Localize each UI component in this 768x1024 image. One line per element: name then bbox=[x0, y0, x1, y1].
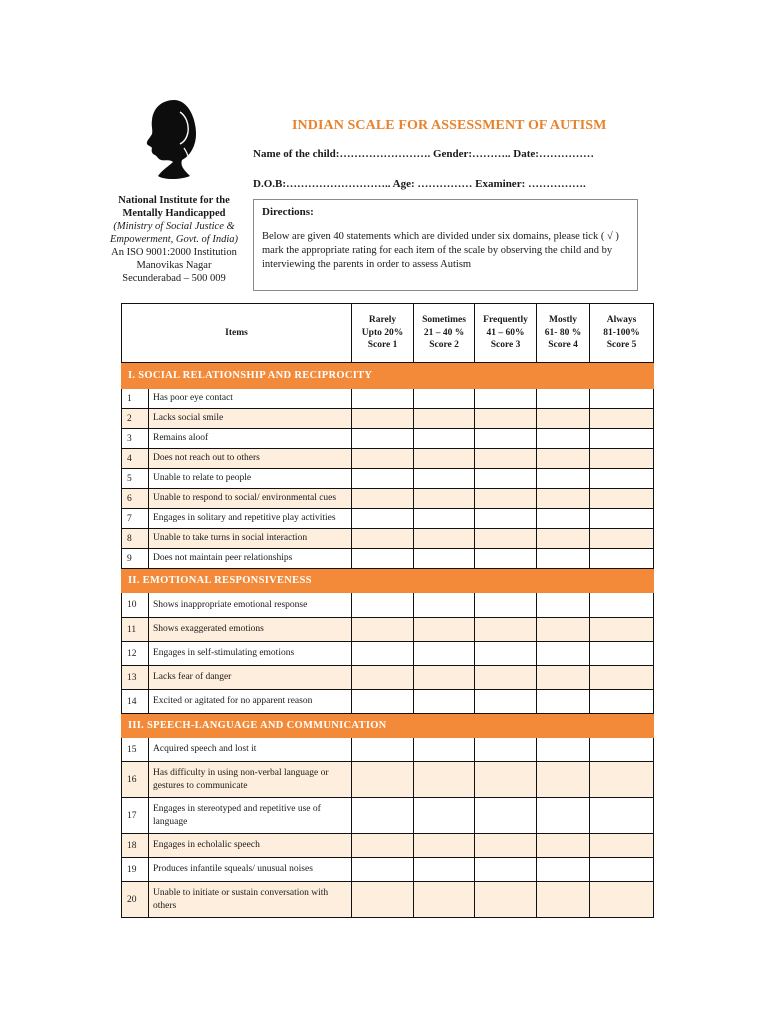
institute-logo-icon bbox=[140, 96, 202, 182]
score-4-cell[interactable] bbox=[537, 593, 590, 618]
child-info-line: Name of the child:……………………. Gender:……….. Date:…………… bbox=[253, 148, 594, 160]
iso-line: An ISO 9001:2000 Institution bbox=[111, 247, 237, 258]
score-3-cell[interactable] bbox=[475, 834, 537, 858]
rating-column-header: Sometimes 21 – 40 % Score 2 bbox=[414, 304, 475, 363]
item-number: 12 bbox=[122, 642, 149, 666]
section-title: II. EMOTIONAL RESPONSIVENESS bbox=[122, 569, 654, 593]
score-2-cell[interactable] bbox=[414, 618, 475, 642]
score-5-cell[interactable] bbox=[590, 882, 654, 918]
item-number: 14 bbox=[122, 690, 149, 714]
table-row bbox=[122, 529, 654, 549]
score-1-cell[interactable] bbox=[352, 798, 414, 834]
item-statement: Acquired speech and lost it bbox=[149, 738, 352, 762]
score-2-cell[interactable] bbox=[414, 690, 475, 714]
assessment-table bbox=[121, 303, 654, 918]
score-1-cell[interactable] bbox=[352, 509, 414, 529]
item-statement: Lacks fear of danger bbox=[149, 666, 352, 690]
item-statement: Unable to respond to social/ environmental cues bbox=[149, 489, 352, 509]
item-number: 19 bbox=[122, 858, 149, 882]
rating-column-header: Mostly 61- 80 % Score 4 bbox=[537, 304, 590, 363]
table-row bbox=[122, 882, 654, 918]
score-5-cell[interactable] bbox=[590, 489, 654, 509]
item-number: 8 bbox=[122, 529, 149, 549]
directions-heading: Directions: bbox=[262, 206, 314, 218]
item-number: 15 bbox=[122, 738, 149, 762]
table-row bbox=[122, 618, 654, 642]
score-1-cell[interactable] bbox=[352, 738, 414, 762]
page-title: INDIAN SCALE FOR ASSESSMENT OF AUTISM bbox=[292, 118, 607, 133]
score-4-cell[interactable] bbox=[537, 738, 590, 762]
item-number: 7 bbox=[122, 509, 149, 529]
item-statement: Unable to initiate or sustain conversation with others bbox=[149, 882, 352, 918]
item-number: 11 bbox=[122, 618, 149, 642]
ministry-line2: Empowerment, Govt. of India) bbox=[109, 234, 239, 245]
table-row bbox=[122, 738, 654, 762]
score-3-cell[interactable] bbox=[475, 389, 537, 409]
score-2-cell[interactable] bbox=[414, 389, 475, 409]
item-number: 1 bbox=[122, 389, 149, 409]
item-statement: Engages in echolalic speech bbox=[149, 834, 352, 858]
table-row bbox=[122, 666, 654, 690]
score-2-cell[interactable] bbox=[414, 798, 475, 834]
score-3-cell[interactable] bbox=[475, 882, 537, 918]
items-column-header: Items bbox=[122, 304, 352, 363]
directions-box bbox=[253, 199, 638, 291]
table-row bbox=[122, 834, 654, 858]
score-3-cell[interactable] bbox=[475, 429, 537, 449]
item-statement: Has difficulty in using non-verbal language or gestures to communicate bbox=[149, 762, 352, 798]
score-2-cell[interactable] bbox=[414, 409, 475, 429]
score-1-cell[interactable] bbox=[352, 642, 414, 666]
table-row bbox=[122, 858, 654, 882]
score-5-cell[interactable] bbox=[590, 666, 654, 690]
institute-block bbox=[104, 194, 244, 285]
score-1-cell[interactable] bbox=[352, 529, 414, 549]
score-4-cell[interactable] bbox=[537, 882, 590, 918]
score-4-cell[interactable] bbox=[537, 489, 590, 509]
item-statement: Remains aloof bbox=[149, 429, 352, 449]
score-1-cell[interactable] bbox=[352, 549, 414, 569]
address-line1: Manovikas Nagar bbox=[136, 260, 212, 271]
table-row bbox=[122, 593, 654, 618]
score-2-cell[interactable] bbox=[414, 489, 475, 509]
score-5-cell[interactable] bbox=[590, 529, 654, 549]
score-1-cell[interactable] bbox=[352, 834, 414, 858]
score-1-cell[interactable] bbox=[352, 618, 414, 642]
score-2-cell[interactable] bbox=[414, 529, 475, 549]
table-row bbox=[122, 509, 654, 529]
section-header-row bbox=[122, 714, 654, 738]
score-2-cell[interactable] bbox=[414, 882, 475, 918]
item-statement: Engages in stereotyped and repetitive use of language bbox=[149, 798, 352, 834]
address-line2: Secunderabad – 500 009 bbox=[122, 273, 226, 284]
score-2-cell[interactable] bbox=[414, 858, 475, 882]
score-2-cell[interactable] bbox=[414, 738, 475, 762]
score-4-cell[interactable] bbox=[537, 529, 590, 549]
score-3-cell[interactable] bbox=[475, 409, 537, 429]
table-row bbox=[122, 449, 654, 469]
item-number: 18 bbox=[122, 834, 149, 858]
score-4-cell[interactable] bbox=[537, 690, 590, 714]
item-statement: Does not reach out to others bbox=[149, 449, 352, 469]
section-title: III. SPEECH-LANGUAGE AND COMMUNICATION bbox=[122, 714, 654, 738]
score-2-cell[interactable] bbox=[414, 593, 475, 618]
item-number: 13 bbox=[122, 666, 149, 690]
directions-text: Below are given 40 statements which are divided under six domains, please tick ( √ ) mark the appropriate rating for each item of the scale by observing the child and by interviewing the parents in order to assess Autism bbox=[262, 231, 619, 270]
score-2-cell[interactable] bbox=[414, 449, 475, 469]
score-2-cell[interactable] bbox=[414, 666, 475, 690]
score-5-cell[interactable] bbox=[590, 642, 654, 666]
score-4-cell[interactable] bbox=[537, 469, 590, 489]
score-1-cell[interactable] bbox=[352, 489, 414, 509]
score-5-cell[interactable] bbox=[590, 509, 654, 529]
table-row bbox=[122, 389, 654, 409]
score-3-cell[interactable] bbox=[475, 762, 537, 798]
score-5-cell[interactable] bbox=[590, 469, 654, 489]
item-number: 10 bbox=[122, 593, 149, 618]
item-statement: Unable to take turns in social interaction bbox=[149, 529, 352, 549]
institute-name-line1: National Institute for the bbox=[118, 195, 230, 206]
score-1-cell[interactable] bbox=[352, 858, 414, 882]
dob-info-line: D.O.B:……………………….. Age: …………… Examiner: ……………. bbox=[253, 178, 586, 190]
item-number: 6 bbox=[122, 489, 149, 509]
score-4-cell[interactable] bbox=[537, 858, 590, 882]
item-statement: Unable to relate to people bbox=[149, 469, 352, 489]
item-statement: Shows inappropriate emotional response bbox=[149, 593, 352, 618]
score-3-cell[interactable] bbox=[475, 642, 537, 666]
score-4-cell[interactable] bbox=[537, 549, 590, 569]
item-number: 9 bbox=[122, 549, 149, 569]
table-row bbox=[122, 762, 654, 798]
ministry-line1: (Ministry of Social Justice & bbox=[113, 221, 235, 232]
score-1-cell[interactable] bbox=[352, 666, 414, 690]
score-5-cell[interactable] bbox=[590, 798, 654, 834]
rating-column-header: Frequently 41 – 60% Score 3 bbox=[475, 304, 537, 363]
score-4-cell[interactable] bbox=[537, 642, 590, 666]
score-5-cell[interactable] bbox=[590, 762, 654, 798]
score-2-cell[interactable] bbox=[414, 469, 475, 489]
score-5-cell[interactable] bbox=[590, 593, 654, 618]
score-4-cell[interactable] bbox=[537, 449, 590, 469]
section-title: I. SOCIAL RELATIONSHIP AND RECIPROCITY bbox=[122, 363, 654, 389]
score-3-cell[interactable] bbox=[475, 858, 537, 882]
item-number: 20 bbox=[122, 882, 149, 918]
table-row bbox=[122, 409, 654, 429]
item-number: 3 bbox=[122, 429, 149, 449]
item-statement: Engages in solitary and repetitive play activities bbox=[149, 509, 352, 529]
score-3-cell[interactable] bbox=[475, 489, 537, 509]
rating-column-header: Rarely Upto 20% Score 1 bbox=[352, 304, 414, 363]
table-row bbox=[122, 798, 654, 834]
score-3-cell[interactable] bbox=[475, 798, 537, 834]
item-number: 17 bbox=[122, 798, 149, 834]
score-3-cell[interactable] bbox=[475, 549, 537, 569]
score-1-cell[interactable] bbox=[352, 469, 414, 489]
rating-column-header: Always 81-100% Score 5 bbox=[590, 304, 654, 363]
score-2-cell[interactable] bbox=[414, 429, 475, 449]
table-row bbox=[122, 429, 654, 449]
score-4-cell[interactable] bbox=[537, 762, 590, 798]
score-5-cell[interactable] bbox=[590, 549, 654, 569]
score-2-cell[interactable] bbox=[414, 549, 475, 569]
score-5-cell[interactable] bbox=[590, 409, 654, 429]
item-statement: Does not maintain peer relationships bbox=[149, 549, 352, 569]
score-5-cell[interactable] bbox=[590, 429, 654, 449]
score-1-cell[interactable] bbox=[352, 690, 414, 714]
item-statement: Excited or agitated for no apparent reason bbox=[149, 690, 352, 714]
score-4-cell[interactable] bbox=[537, 509, 590, 529]
score-4-cell[interactable] bbox=[537, 798, 590, 834]
score-4-cell[interactable] bbox=[537, 389, 590, 409]
score-3-cell[interactable] bbox=[475, 509, 537, 529]
item-number: 16 bbox=[122, 762, 149, 798]
score-1-cell[interactable] bbox=[352, 389, 414, 409]
item-statement: Produces infantile squeals/ unusual noises bbox=[149, 858, 352, 882]
item-statement: Has poor eye contact bbox=[149, 389, 352, 409]
table-row bbox=[122, 469, 654, 489]
item-number: 5 bbox=[122, 469, 149, 489]
item-number: 2 bbox=[122, 409, 149, 429]
score-3-cell[interactable] bbox=[475, 690, 537, 714]
score-5-cell[interactable] bbox=[590, 858, 654, 882]
institute-name-line2: Mentally Handicapped bbox=[122, 208, 226, 219]
score-1-cell[interactable] bbox=[352, 593, 414, 618]
score-1-cell[interactable] bbox=[352, 409, 414, 429]
score-3-cell[interactable] bbox=[475, 593, 537, 618]
section-header-row bbox=[122, 569, 654, 593]
score-5-cell[interactable] bbox=[590, 449, 654, 469]
score-4-cell[interactable] bbox=[537, 429, 590, 449]
score-5-cell[interactable] bbox=[590, 834, 654, 858]
score-5-cell[interactable] bbox=[590, 389, 654, 409]
item-statement: Shows exaggerated emotions bbox=[149, 618, 352, 642]
score-1-cell[interactable] bbox=[352, 882, 414, 918]
score-3-cell[interactable] bbox=[475, 469, 537, 489]
score-4-cell[interactable] bbox=[537, 409, 590, 429]
item-number: 4 bbox=[122, 449, 149, 469]
score-1-cell[interactable] bbox=[352, 762, 414, 798]
table-row bbox=[122, 489, 654, 509]
score-3-cell[interactable] bbox=[475, 529, 537, 549]
score-2-cell[interactable] bbox=[414, 509, 475, 529]
score-4-cell[interactable] bbox=[537, 666, 590, 690]
score-2-cell[interactable] bbox=[414, 762, 475, 798]
item-statement: Lacks social smile bbox=[149, 409, 352, 429]
score-3-cell[interactable] bbox=[475, 738, 537, 762]
table-row bbox=[122, 690, 654, 714]
score-3-cell[interactable] bbox=[475, 618, 537, 642]
table-header-row bbox=[122, 304, 654, 363]
score-3-cell[interactable] bbox=[475, 666, 537, 690]
score-2-cell[interactable] bbox=[414, 642, 475, 666]
item-statement: Engages in self-stimulating emotions bbox=[149, 642, 352, 666]
score-5-cell[interactable] bbox=[590, 618, 654, 642]
score-3-cell[interactable] bbox=[475, 449, 537, 469]
score-2-cell[interactable] bbox=[414, 834, 475, 858]
score-5-cell[interactable] bbox=[590, 738, 654, 762]
score-5-cell[interactable] bbox=[590, 690, 654, 714]
table-row bbox=[122, 549, 654, 569]
table-row bbox=[122, 642, 654, 666]
section-header-row bbox=[122, 363, 654, 389]
score-1-cell[interactable] bbox=[352, 429, 414, 449]
score-1-cell[interactable] bbox=[352, 449, 414, 469]
score-4-cell[interactable] bbox=[537, 618, 590, 642]
score-4-cell[interactable] bbox=[537, 834, 590, 858]
